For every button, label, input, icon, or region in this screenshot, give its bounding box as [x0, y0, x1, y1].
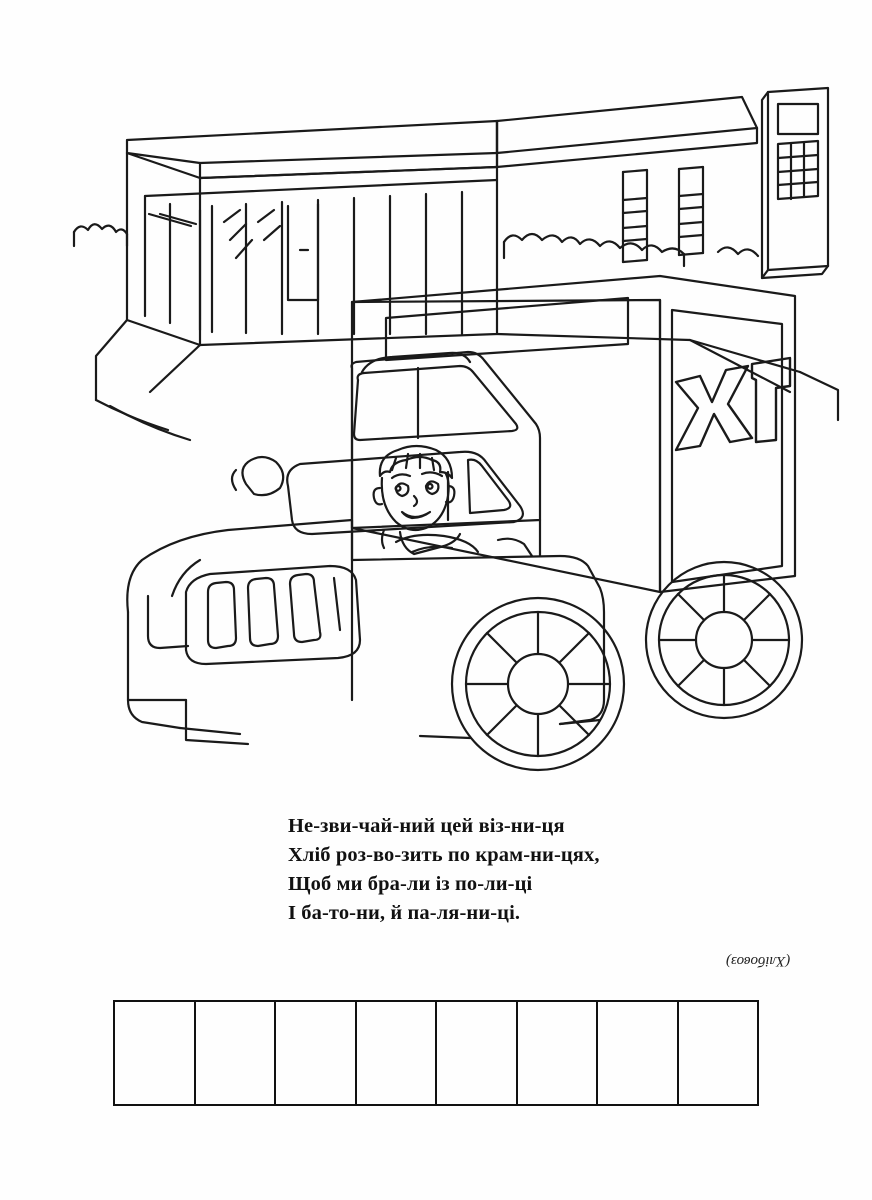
- rear-wheel: [646, 562, 802, 718]
- station-shop-building: [127, 153, 497, 345]
- car-body: [127, 520, 604, 744]
- riddle-answer-upside-down: (Хлібовоз): [725, 953, 790, 969]
- car-grille: [186, 566, 360, 664]
- gas-station-canopy: [127, 97, 757, 178]
- bushes: [74, 224, 758, 266]
- riddle-text: [288, 812, 808, 928]
- front-wheel: [452, 598, 624, 770]
- answer-grid-cell[interactable]: [596, 1000, 677, 1106]
- riddle-line-1: Не-зви-чай-ний цей віз-ни-ця: [288, 815, 565, 837]
- answer-grid: [113, 1000, 759, 1106]
- riddle-line-3: Щоб ми бра-ли із по-ли-ці: [288, 873, 533, 896]
- answer-grid-cell[interactable]: [516, 1000, 597, 1106]
- road: [96, 320, 838, 440]
- riddle-line-2: Хліб роз-во-зить по крам-ни-цях,: [288, 844, 600, 867]
- answer-grid-cell[interactable]: [677, 1000, 760, 1106]
- boy-driver: [374, 446, 460, 554]
- answer-grid-cell[interactable]: [113, 1000, 194, 1106]
- answer-grid-cell[interactable]: [355, 1000, 436, 1106]
- canopy-columns: [623, 167, 703, 262]
- answer-grid-cell[interactable]: [194, 1000, 275, 1106]
- price-totem-sign: [762, 88, 828, 278]
- car-headlight: [232, 457, 283, 495]
- answer-grid-cell[interactable]: [274, 1000, 355, 1106]
- riddle-line-4: І ба-то-ни, й па-ля-ни-ці.: [288, 902, 521, 925]
- truck-sign-hlib: [676, 358, 790, 450]
- answer-grid-cell[interactable]: [435, 1000, 516, 1106]
